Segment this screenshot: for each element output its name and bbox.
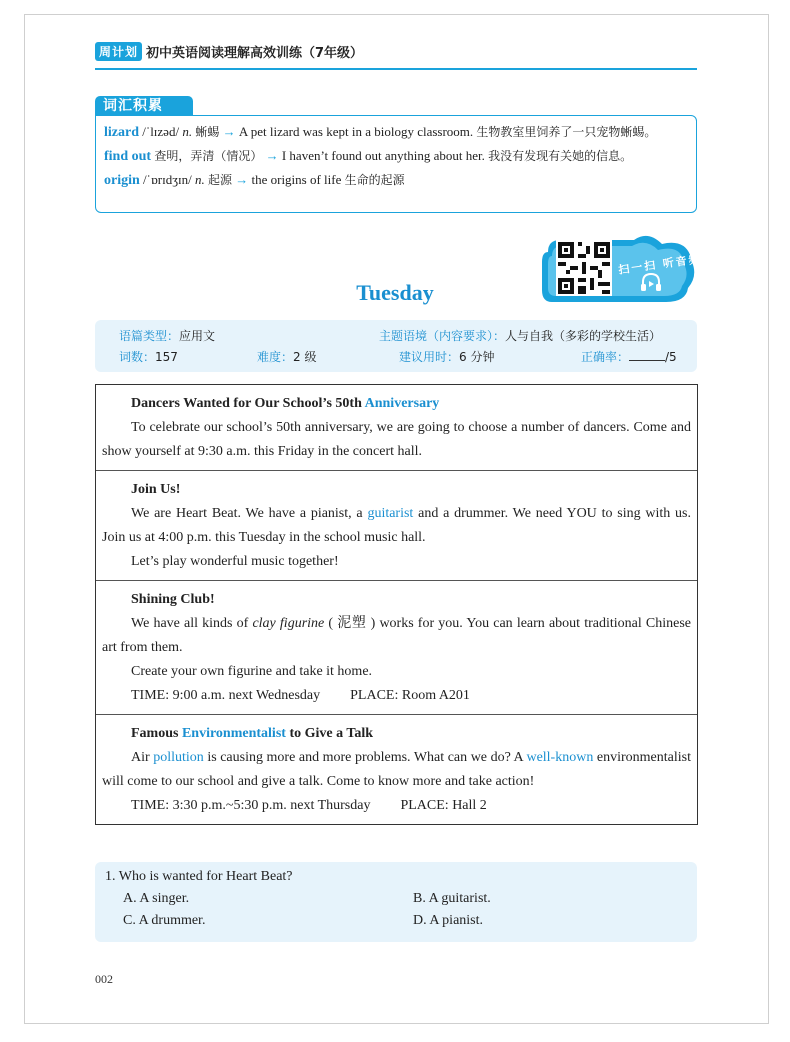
accuracy-blank[interactable] xyxy=(629,349,665,361)
passage-section-shining-club: Shining Club! We have all kinds of clay figurine ( 泥塑 ) works for you. You can learn about traditional Chinese art from them. Create your own figurine and take it home. TIME: 9:00 a.m. next Wednesday PLACE: Room A201 xyxy=(96,581,697,715)
page-number: 002 xyxy=(95,972,113,986)
vocab-box xyxy=(95,115,697,213)
passage-section-dancers: Dancers Wanted for Our School’s 50th Anniversary To celebrate our school’s 50th anniversary, we are going to choose a number of dancers. Come and show yourself at 9:30 a.m. this Friday in the concert hall. xyxy=(96,385,697,471)
vocab-tab: 词汇积累 xyxy=(95,96,193,116)
info-panel: 语篇类型：应用文 主题语境（内容要求）：人与自我（多彩的学校生活） 词数：157 难度：2 级 建议用时：6 分钟 正确率： /5 xyxy=(95,320,697,372)
vocab-entry: lizard /ˈlɪzəd/ n. 蜥蜴 → A pet lizard was kept in a biology classroom. 生物教室里饲养了一只宠物蜥蜴。 xyxy=(104,124,657,140)
answer-options xyxy=(105,888,687,932)
option-d[interactable]: D. A pianist. xyxy=(413,913,484,928)
vocab-entry: find out 查明，弄清（情况） → I haven’t found out anything about her. 我没有发现有关她的信息。 xyxy=(104,148,633,164)
header-divider xyxy=(95,68,697,70)
option-a[interactable]: A. A singer. xyxy=(123,891,190,906)
option-c[interactable]: C. A drummer. xyxy=(123,913,206,928)
day-title: Tuesday xyxy=(356,280,434,305)
scan-to-listen-label: 扫一扫 听音频 xyxy=(617,252,703,277)
arrow-right-icon: → xyxy=(265,148,279,163)
passage-table xyxy=(95,384,698,825)
option-b[interactable]: B. A guitarist. xyxy=(413,891,491,906)
book-title: 初中英语阅读理解高效训练（7年级） xyxy=(146,45,364,61)
passage-section-environmentalist: Famous Environmentalist to Give a Talk Air pollution is causing more and more problems. What can we do? A well-known environmentalist will come to our school and give a talk. Come to know more and take action! TIME: 3:30 p.m.~5:30 p.m. next Thursday PLACE: Hall 2 xyxy=(102,726,691,813)
question-panel xyxy=(95,862,697,942)
brand-logo: 周计划 xyxy=(95,42,142,61)
arrow-right-icon: → xyxy=(235,172,249,187)
passage-section-join-us: Join Us! We are Heart Beat. We have a pianist, a guitarist and a drummer. We need YOU to sing with us. Join us at 4:00 p.m. this Tuesday in the school music hall. Let’s play wonderful music together! xyxy=(96,471,697,581)
vocab-entry: origin /ˈɒrɪdʒɪn/ n. 起源 → the origins of life 生命的起源 xyxy=(104,172,405,188)
question-stem: 1. Who is wanted for Heart Beat? xyxy=(105,869,293,884)
page-header xyxy=(95,42,363,60)
arrow-right-icon: → xyxy=(222,124,236,139)
